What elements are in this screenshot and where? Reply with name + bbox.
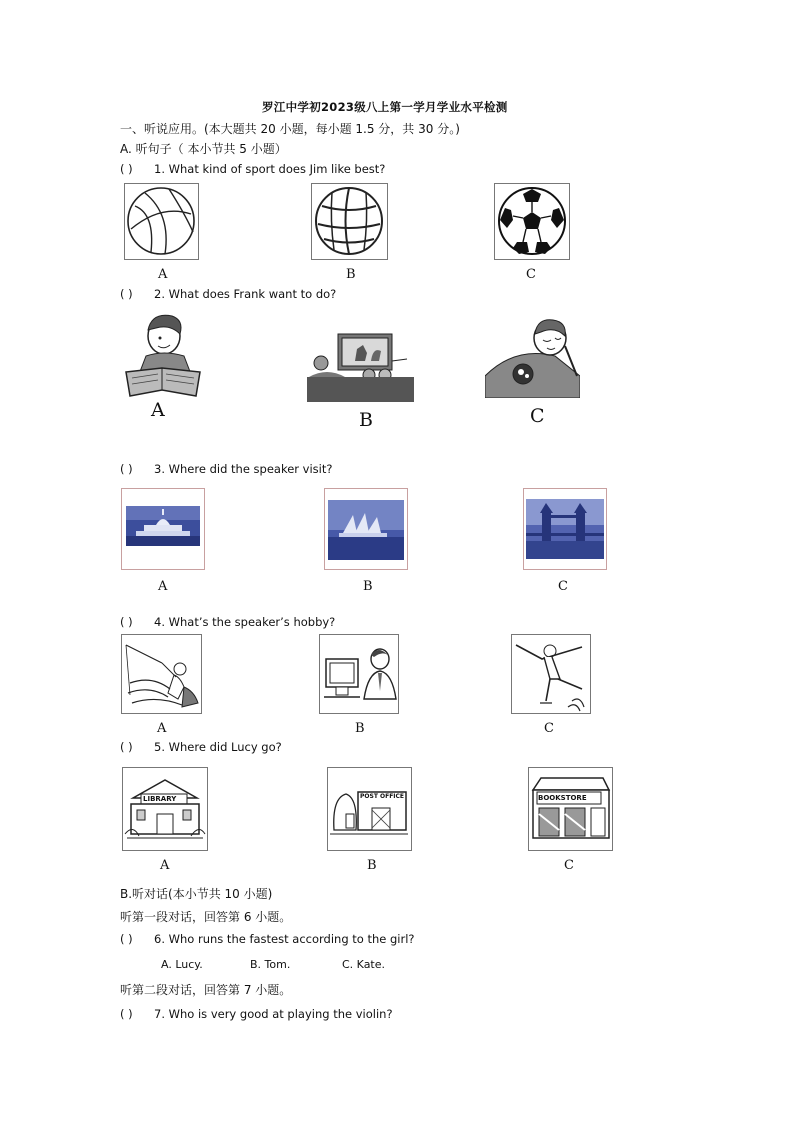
- question-text: 6. Who runs the fastest according to the girl?: [154, 932, 415, 946]
- answer-blank[interactable]: ( ): [120, 615, 133, 629]
- option-label: C: [526, 267, 536, 282]
- option-label: A: [151, 399, 165, 421]
- tower-bridge-photo: [523, 488, 607, 570]
- capitol-building-photo: [121, 488, 205, 570]
- answer-blank[interactable]: ( ): [120, 287, 133, 301]
- option-label: B: [355, 721, 365, 736]
- option-label: A: [157, 721, 167, 736]
- volleyball-icon: [311, 183, 388, 260]
- option-label: A: [160, 858, 170, 873]
- answer-blank[interactable]: ( ): [120, 932, 133, 946]
- option-label: C: [530, 405, 545, 427]
- family-watching-tv-icon: [307, 331, 414, 402]
- option-a[interactable]: A. Lucy.: [161, 958, 203, 971]
- option-label: C: [558, 579, 568, 594]
- question-text: 5. Where did Lucy go?: [154, 740, 282, 754]
- sydney-opera-house-photo: [324, 488, 408, 570]
- question-4: [120, 615, 335, 629]
- part-b-heading: B.听对话(本小节共 10 小题): [120, 887, 273, 901]
- question-text: 1. What kind of sport does Jim like best?: [154, 162, 386, 176]
- question-7: [120, 1007, 393, 1021]
- option-c[interactable]: C. Kate.: [342, 958, 386, 971]
- question-5: [120, 740, 282, 754]
- answer-blank[interactable]: ( ): [120, 462, 133, 476]
- dialog-1-instruction: 听第一段对话，回答第 6 小题。: [120, 910, 292, 924]
- boy-reading-icon: [120, 310, 206, 402]
- option-label: C: [564, 858, 574, 873]
- bookstore-sign: BOOKSTORE: [538, 794, 587, 802]
- option-b[interactable]: B. Tom.: [250, 958, 291, 971]
- question-6: [120, 932, 415, 946]
- option-label: B: [363, 579, 373, 594]
- bookstore-icon: [528, 767, 613, 851]
- option-label: A: [158, 267, 168, 282]
- question-text: 4. What’s the speaker’s hobby?: [154, 615, 336, 629]
- exam-title: 罗江中学初2023级八上第一学月学业水平检测: [262, 100, 508, 114]
- skating-icon: [511, 634, 591, 714]
- question-text: 2. What does Frank want to do?: [154, 287, 337, 301]
- answer-blank[interactable]: ( ): [120, 162, 133, 176]
- basketball-icon: [124, 183, 199, 260]
- computer-icon: [319, 634, 399, 714]
- option-label: A: [158, 579, 168, 594]
- post-office-sign: POST OFFICE: [360, 793, 405, 800]
- dialog-2-instruction: 听第二段对话，回答第 7 小题。: [120, 983, 292, 997]
- section-heading: 一、听说应用。(本大题共 20 小题，每小题 1.5 分，共 30 分。): [120, 122, 460, 136]
- soccer-ball-icon: [494, 183, 570, 260]
- option-label: B: [359, 409, 373, 431]
- library-icon: [122, 767, 208, 851]
- answer-blank[interactable]: ( ): [120, 1007, 133, 1021]
- option-label: B: [367, 858, 377, 873]
- part-a-heading: A. 听句子（ 本小节共 5 小题）: [120, 142, 287, 156]
- option-label: C: [544, 721, 554, 736]
- question-1: [120, 162, 385, 176]
- fishing-icon: [121, 634, 202, 714]
- question-3: [120, 462, 332, 476]
- library-sign: LIBRARY: [143, 795, 177, 803]
- answer-blank[interactable]: ( ): [120, 740, 133, 754]
- question-2: [120, 287, 336, 301]
- question-text: 7. Who is very good at playing the violin?: [154, 1007, 393, 1021]
- question-text: 3. Where did the speaker visit?: [154, 462, 333, 476]
- post-office-icon: [327, 767, 412, 851]
- boy-sleeping-icon: [485, 316, 580, 398]
- option-label: B: [346, 267, 356, 282]
